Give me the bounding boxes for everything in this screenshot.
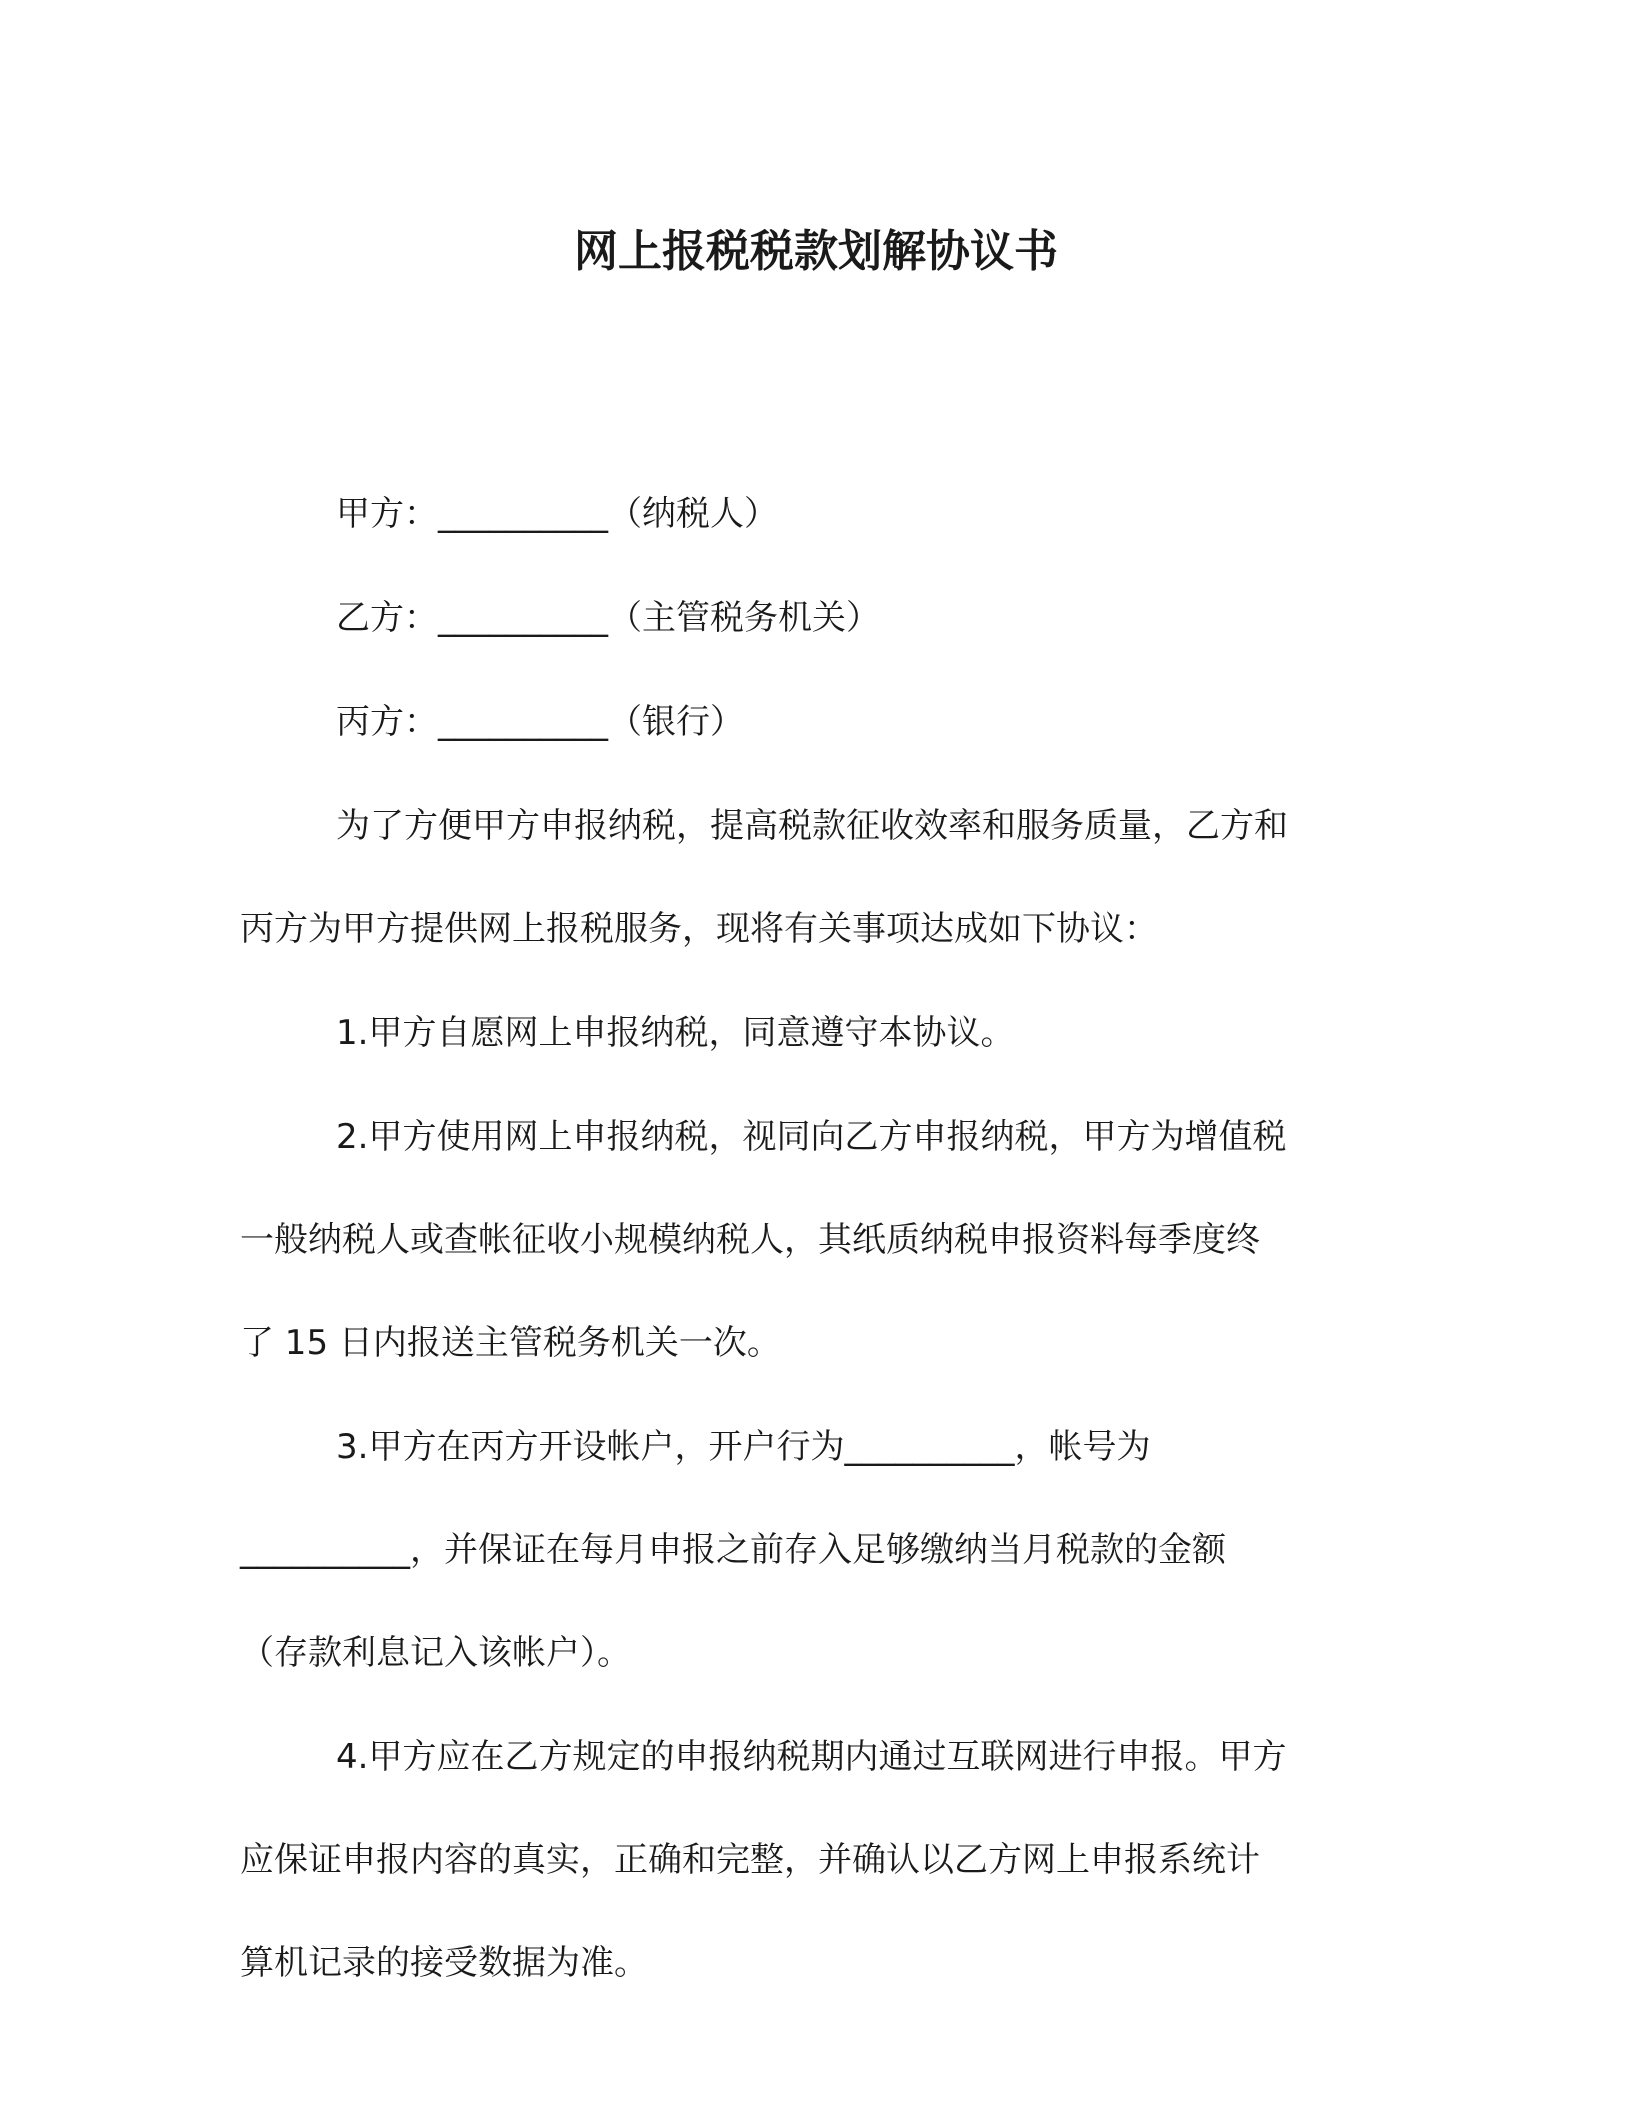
paragraph-line: 4.甲方应在乙方规定的申报纳税期内通过互联网进行申报。甲方: [336, 1737, 1287, 1777]
document-title: 网上报税税款划解协议书: [574, 226, 1058, 277]
paragraph-line: 了 15 日内报送主管税务机关一次。: [240, 1323, 781, 1363]
paragraph-line: 应保证申报内容的真实，正确和完整，并确认以乙方网上申报系统计: [240, 1840, 1260, 1880]
party-a-line: [240, 488, 1392, 540]
party-a-blank: __________: [438, 494, 608, 534]
clause-1: [240, 1007, 1392, 1059]
clause-4: [240, 1731, 1392, 1989]
party-c-role: （银行）: [608, 702, 744, 742]
intro-paragraph: [240, 800, 1392, 955]
party-c-blank: __________: [438, 702, 608, 742]
party-c-line: [240, 696, 1392, 748]
paragraph-line: （存款利息记入该帐户）。: [240, 1633, 631, 1673]
paragraph-line: __________，并保证在每月申报之前存入足够缴纳当月税款的金额: [240, 1530, 1226, 1570]
party-b-line: [240, 592, 1392, 644]
party-c-label: 丙方：: [336, 702, 438, 742]
paragraph-line: 一般纳税人或查帐征收小规模纳税人，其纸质纳税申报资料每季度终: [240, 1220, 1260, 1260]
document-body: [240, 488, 1392, 2041]
party-b-role: （主管税务机关）: [608, 598, 880, 638]
party-a-role: （纳税人）: [608, 494, 778, 534]
paragraph-line: 1.甲方自愿网上申报纳税，同意遵守本协议。: [336, 1013, 1015, 1053]
party-b-blank: __________: [438, 598, 608, 638]
paragraph-line: 为了方便甲方申报纳税，提高税款征收效率和服务质量，乙方和: [336, 806, 1288, 846]
party-a-label: 甲方：: [336, 494, 438, 534]
paragraph-line: 3.甲方在丙方开设帐户，开户行为__________，帐号为: [336, 1427, 1151, 1467]
clause-2: [240, 1111, 1392, 1369]
party-b-label: 乙方：: [336, 598, 438, 638]
paragraph-line: 2.甲方使用网上申报纳税，视同向乙方申报纳税，甲方为增值税: [336, 1117, 1287, 1157]
paragraph-line: 算机记录的接受数据为准。: [240, 1943, 648, 1983]
clause-3: [240, 1421, 1392, 1679]
paragraph-line: 丙方为甲方提供网上报税服务，现将有关事项达成如下协议：: [240, 909, 1158, 949]
